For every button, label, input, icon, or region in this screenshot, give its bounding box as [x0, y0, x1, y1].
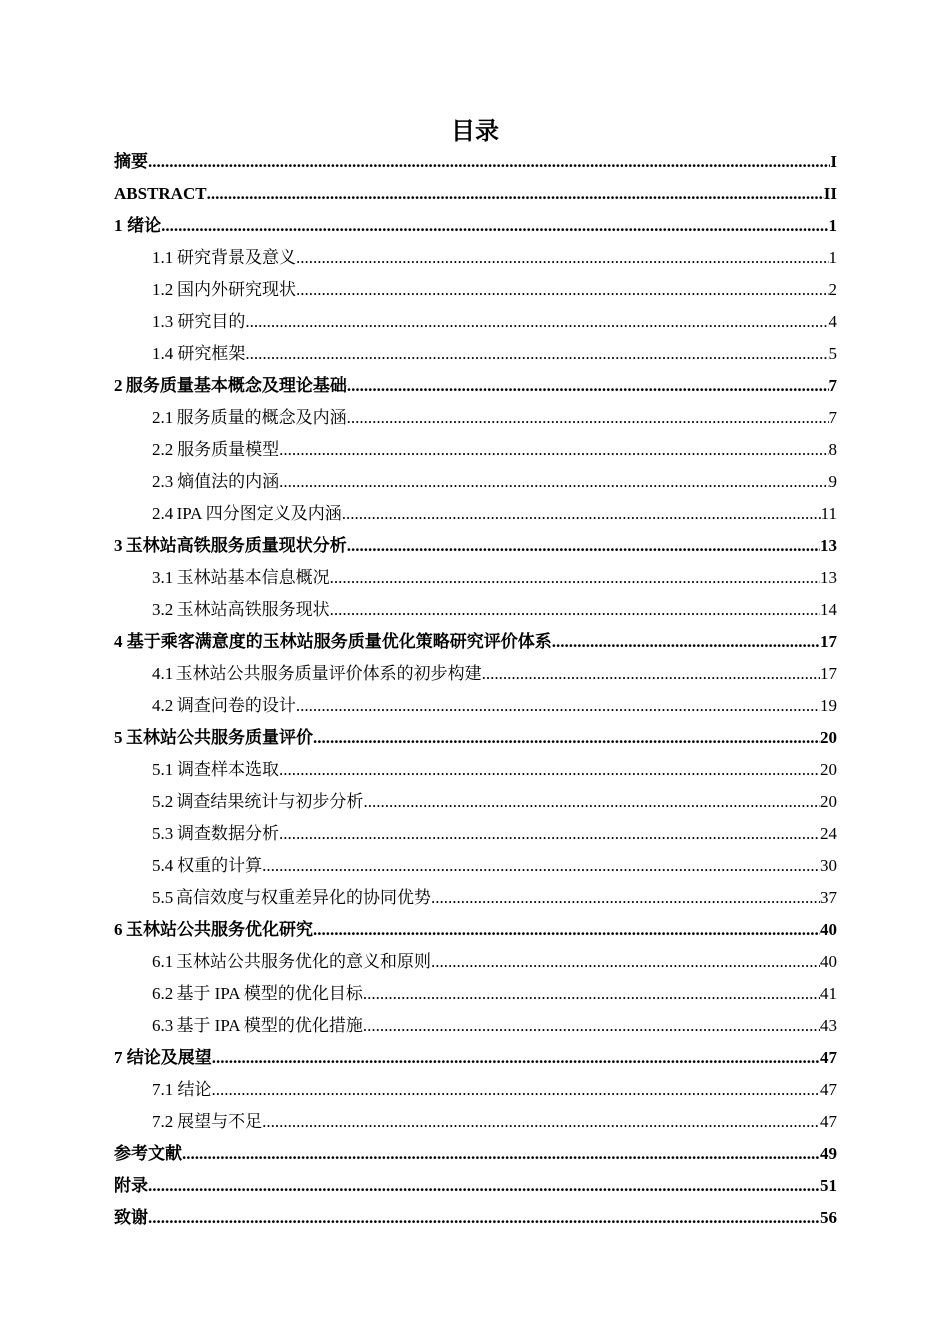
toc-entry-label: ABSTRACT — [114, 184, 207, 203]
toc-dot-leader — [296, 274, 829, 306]
toc-page-number: 4 — [828, 312, 837, 331]
toc-section-entry[interactable] — [114, 434, 837, 466]
toc-dot-leader — [182, 1138, 820, 1170]
toc-dot-leader — [245, 306, 828, 338]
toc-entry-number: 4.2 — [152, 696, 174, 715]
toc-entry-label: 研究背景及意义 — [176, 248, 296, 267]
toc-entry-label: 高信效度与权重差异化的协同优势 — [175, 888, 431, 907]
toc-dot-leader — [363, 1010, 820, 1042]
toc-dot-leader — [148, 146, 830, 178]
toc-dot-leader — [279, 754, 820, 786]
toc-section-entry[interactable] — [114, 754, 837, 786]
toc-page-number: 51 — [820, 1176, 837, 1195]
toc-dot-leader — [313, 722, 820, 754]
toc-entry-label: 国内外研究现状 — [176, 280, 296, 299]
toc-page-number: 37 — [820, 888, 837, 907]
toc-section-entry[interactable] — [114, 850, 837, 882]
toc-entry-number: 6.2 — [152, 984, 174, 1003]
toc-entry-label: 调查问卷的设计 — [176, 696, 296, 715]
toc-section-entry[interactable] — [114, 1074, 837, 1106]
toc-entry-number: 3.2 — [152, 600, 174, 619]
toc-page-number: 20 — [820, 792, 837, 811]
toc-dot-leader — [148, 1202, 820, 1234]
toc-entry-number: 5.2 — [152, 792, 174, 811]
toc-entry-number: 5.4 — [152, 856, 174, 875]
toc-entry-number: 6.3 — [152, 1016, 174, 1035]
toc-dot-leader — [330, 594, 820, 626]
toc-entry-label: 基于 IPA 模型的优化措施 — [176, 1016, 363, 1035]
toc-section-entry[interactable] — [114, 786, 837, 818]
toc-page-number: 30 — [820, 856, 837, 875]
toc-section-entry[interactable] — [114, 242, 837, 274]
toc-page-number: 40 — [820, 920, 837, 939]
toc-entry-number: 1.2 — [152, 280, 174, 299]
toc-dot-leader — [347, 370, 829, 402]
toc-page-number: 11 — [820, 504, 837, 523]
toc-dot-leader — [313, 914, 820, 946]
toc-chapter-entry[interactable] — [114, 1042, 837, 1074]
toc-entry-number: 2.1 — [152, 408, 174, 427]
toc-section-entry[interactable] — [114, 594, 837, 626]
toc-entry-number: 2 — [114, 376, 123, 395]
toc-section-entry[interactable] — [114, 402, 837, 434]
toc-chapter-entry[interactable] — [114, 722, 837, 754]
toc-section-entry[interactable] — [114, 690, 837, 722]
toc-page-number: 7 — [828, 408, 837, 427]
toc-dot-leader — [262, 850, 820, 882]
toc-dot-leader — [262, 1106, 820, 1138]
toc-entry-label: 玉林站公共服务质量评价 — [126, 728, 314, 747]
toc-dot-leader — [363, 786, 820, 818]
toc-page-number: 13 — [820, 568, 837, 587]
toc-page-number: 43 — [820, 1016, 837, 1035]
toc-page-number: 1 — [828, 216, 837, 235]
toc-dot-leader — [279, 818, 820, 850]
toc-section-entry[interactable] — [114, 562, 837, 594]
toc-page-number: 1 — [828, 248, 837, 267]
toc-entry-label: 致谢 — [114, 1208, 148, 1227]
toc-entry-label: 权重的计算 — [177, 856, 263, 875]
toc-section-entry[interactable] — [114, 466, 837, 498]
toc-section-entry[interactable] — [114, 946, 837, 978]
toc-entry-label: 玉林站公共服务优化的意义和原则 — [175, 952, 431, 971]
toc-entry-label: 服务质量模型 — [177, 440, 280, 459]
toc-entry-number: 4.1 — [152, 664, 174, 683]
toc-dot-leader — [161, 210, 828, 242]
toc-entry-label: 4 基于乘客满意度的玉林站服务质量优化策略研究评价体系 — [114, 632, 552, 651]
toc-page-number: 5 — [828, 344, 837, 363]
toc-chapter-entry[interactable] — [114, 626, 837, 658]
toc-dot-leader — [431, 946, 820, 978]
toc-entry-label: 调查结果统计与初步分析 — [176, 792, 364, 811]
toc-entry-label: 结论 — [177, 1080, 212, 1099]
toc-entry-label: 服务质量的概念及内涵 — [176, 408, 347, 427]
toc-entry-number: 2.2 — [152, 440, 174, 459]
toc-dot-leader — [212, 1074, 821, 1106]
toc-entry-label: 研究目的 — [177, 312, 246, 331]
toc-page-number: 47 — [820, 1080, 837, 1099]
toc-dot-leader — [212, 1042, 820, 1074]
toc-entry-label: 玉林站基本信息概况 — [176, 568, 330, 587]
toc-page-number: 41 — [820, 984, 837, 1003]
toc-dot-leader — [279, 466, 828, 498]
toc-entry-label: 调查数据分析 — [177, 824, 280, 843]
toc-dot-leader — [552, 626, 820, 658]
toc-entry-number: 5 — [114, 728, 123, 747]
toc-page-number: 19 — [820, 696, 837, 715]
toc-dot-leader — [431, 882, 820, 914]
toc-entry-number: 1 — [114, 216, 123, 235]
toc-entry-number: 2.4 — [152, 504, 174, 523]
toc-entry-label: 摘要 — [114, 152, 148, 171]
toc-page-number: 24 — [820, 824, 837, 843]
toc-dot-leader — [296, 690, 820, 722]
toc-entry-number: 7.2 — [152, 1112, 174, 1131]
toc-entry-number: 2.3 — [152, 472, 174, 491]
toc-entry-number: 6 — [114, 920, 123, 939]
toc-entry-label: 附录 — [114, 1176, 148, 1195]
toc-dot-leader — [148, 1170, 820, 1202]
toc-section-entry[interactable] — [114, 978, 837, 1010]
toc-page-number: II — [823, 184, 837, 203]
toc-page-number: 20 — [820, 760, 837, 779]
toc-entry-label: 绪论 — [127, 216, 162, 235]
toc-chapter-entry[interactable] — [114, 1202, 837, 1234]
toc-page-number: 13 — [820, 536, 837, 555]
toc-page-number: 2 — [828, 280, 837, 299]
toc-entry-number: 1.1 — [152, 248, 174, 267]
toc-chapter-entry[interactable] — [114, 370, 837, 402]
toc-dot-leader — [245, 338, 828, 370]
toc-dot-leader — [279, 434, 828, 466]
toc-chapter-entry[interactable] — [114, 146, 837, 178]
toc-entry-label: 玉林站高铁服务质量现状分析 — [125, 536, 347, 555]
toc-page-number: 17 — [820, 632, 837, 651]
toc-entry-label: 玉林站高铁服务现状 — [176, 600, 330, 619]
toc-dot-leader — [482, 658, 820, 690]
toc-chapter-entry[interactable] — [114, 210, 837, 242]
toc-section-entry[interactable] — [114, 1010, 837, 1042]
toc-chapter-entry[interactable] — [114, 914, 837, 946]
toc-dot-leader — [342, 498, 821, 530]
toc-dot-leader — [330, 562, 820, 594]
toc-entry-number: 5.1 — [152, 760, 174, 779]
toc-entry-number: 6.1 — [152, 952, 174, 971]
toc-chapter-entry[interactable] — [114, 1138, 837, 1170]
toc-entry-number: 1.4 — [152, 344, 174, 363]
toc-entry-number: 3 — [114, 536, 123, 555]
toc-page-number: 20 — [820, 728, 837, 747]
toc-chapter-entry[interactable] — [114, 530, 837, 562]
toc-page-number: 14 — [820, 600, 837, 619]
toc-entry-label: 熵值法的内涵 — [177, 472, 280, 491]
toc-section-entry[interactable] — [114, 818, 837, 850]
toc-entry-label: 玉林站公共服务质量评价体系的初步构建 — [175, 664, 482, 683]
toc-page-number: 8 — [828, 440, 837, 459]
toc-section-entry[interactable] — [114, 306, 837, 338]
toc-entry-label: 研究框架 — [177, 344, 246, 363]
toc-entry-number: 7.1 — [152, 1080, 174, 1099]
toc-entry-label: 结论及展望 — [126, 1048, 212, 1067]
toc-chapter-entry[interactable] — [114, 1170, 837, 1202]
toc-chapter-entry[interactable] — [114, 178, 837, 210]
toc-section-entry[interactable] — [114, 658, 837, 690]
toc-entry-number: 3.1 — [152, 568, 174, 587]
toc-entry-label: 展望与不足 — [177, 1112, 263, 1131]
toc-entry-number: 7 — [114, 1048, 123, 1067]
toc-page-number: 56 — [820, 1208, 837, 1227]
toc-page-number: 17 — [820, 664, 837, 683]
toc-page-number: 47 — [820, 1048, 837, 1067]
toc-entry-label: 参考文献 — [114, 1144, 182, 1163]
toc-dot-leader — [207, 178, 824, 210]
toc-section-entry[interactable] — [114, 274, 837, 306]
toc-dot-leader — [296, 242, 829, 274]
toc-section-entry[interactable] — [114, 338, 837, 370]
toc-entry-number: 5.3 — [152, 824, 174, 843]
toc-section-entry[interactable] — [114, 1106, 837, 1138]
toc-entry-label: IPA 四分图定义及内涵 — [176, 504, 342, 523]
toc-entry-label: 基于 IPA 模型的优化目标 — [176, 984, 363, 1003]
toc-entry-number: 1.3 — [152, 312, 174, 331]
toc-page-number: 9 — [828, 472, 837, 491]
toc-dot-leader — [347, 402, 829, 434]
toc-page-number: 49 — [820, 1144, 837, 1163]
toc-section-entry[interactable] — [114, 498, 837, 530]
toc-dot-leader — [363, 978, 820, 1010]
table-of-contents — [114, 146, 837, 1234]
toc-entry-label: 服务质量基本概念及理论基础 — [125, 376, 347, 395]
toc-dot-leader — [347, 530, 820, 562]
page-title: 目录 — [451, 117, 499, 145]
toc-page-number: 7 — [828, 376, 837, 395]
toc-entry-label: 玉林站公共服务优化研究 — [126, 920, 314, 939]
toc-page-number: 47 — [820, 1112, 837, 1131]
toc-entry-number: 5.5 — [152, 888, 174, 907]
toc-page-number: I — [830, 152, 837, 171]
toc-page-number: 40 — [820, 952, 837, 971]
toc-entry-label: 调查样本选取 — [177, 760, 280, 779]
toc-section-entry[interactable] — [114, 882, 837, 914]
